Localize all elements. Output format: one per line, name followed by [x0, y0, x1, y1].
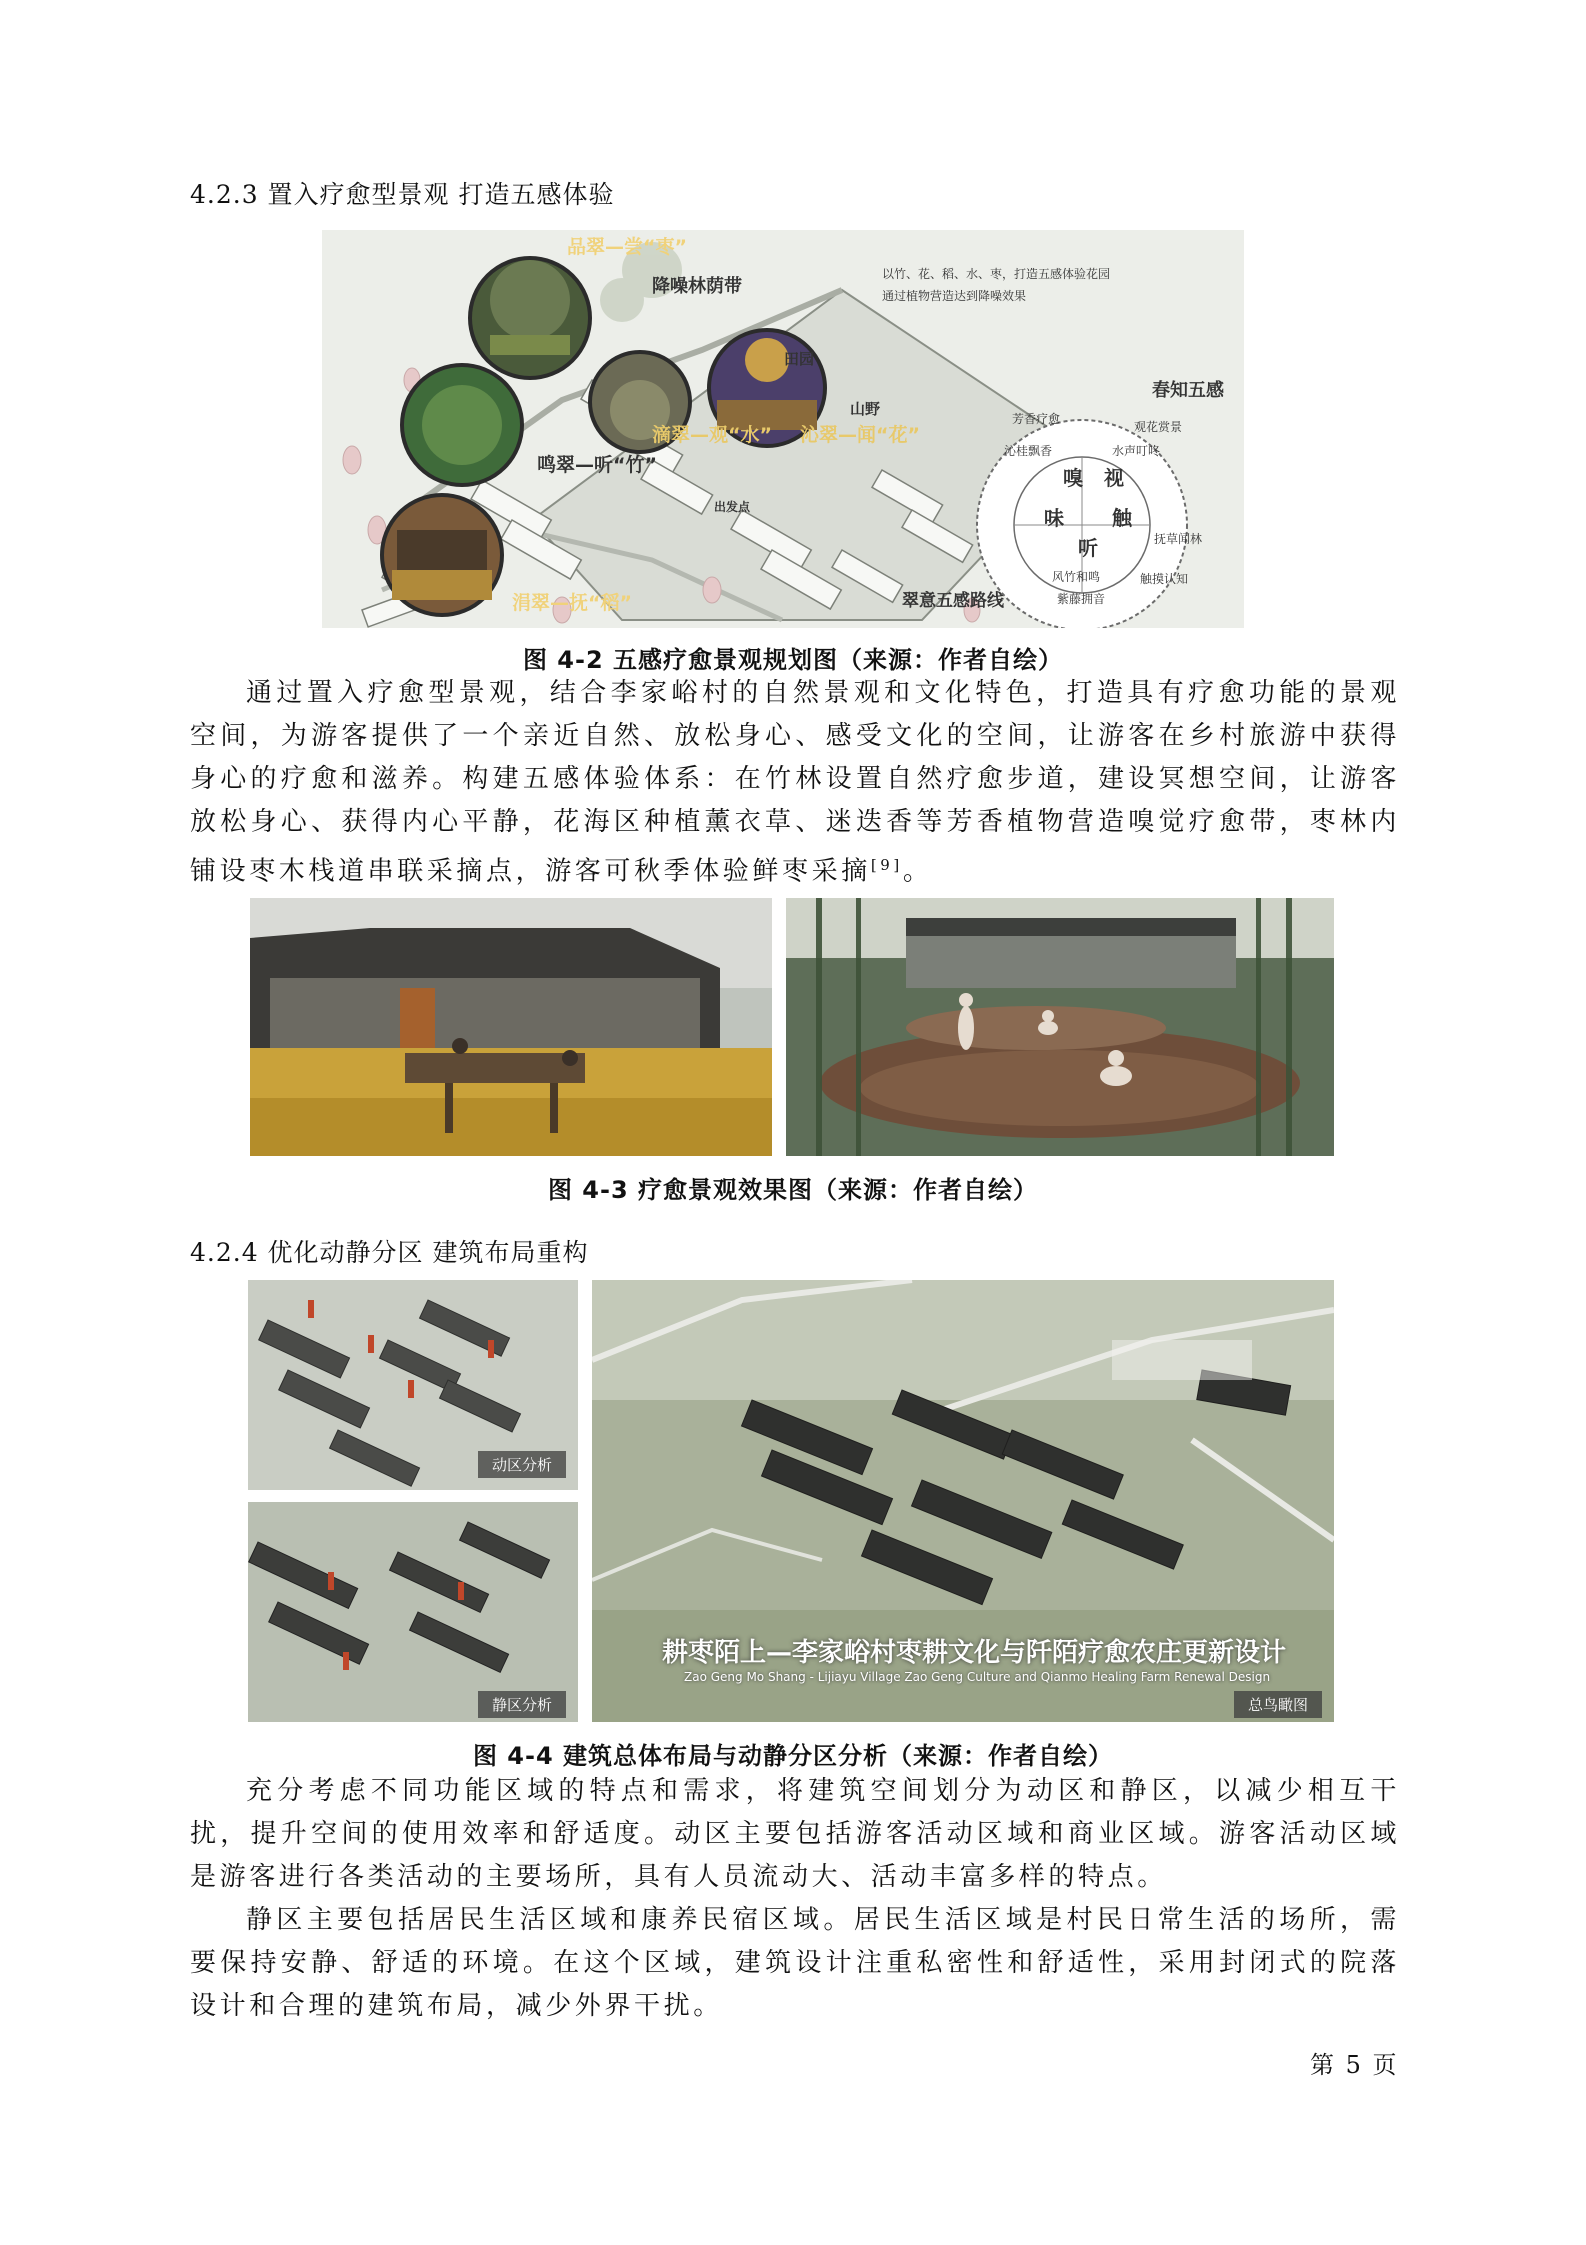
- tag-static: 静区分析: [478, 1691, 566, 1718]
- paragraph-2: [190, 1770, 1400, 1899]
- label-chufadian: 出发点: [714, 500, 751, 514]
- figure-4-3-caption: 图 4-3 疗愈景观效果图（来源：作者自绘）: [547, 1176, 1039, 1204]
- sense-touch: 触: [1112, 506, 1132, 530]
- aerial-title-en: Zao Geng Mo Shang - Lijiayu Village Zao Geng Culture and Qianmo Healing Farm Renewal Design: [684, 1670, 1271, 1684]
- sense-smell: 嗅: [1063, 466, 1083, 490]
- figure-4-4-aerial-panel: [592, 1280, 1334, 1722]
- tag-dynamic: 动区分析: [478, 1451, 566, 1478]
- label-pincui: 品翠—尝“枣”: [567, 236, 687, 258]
- label-jiangzao: 降噪林荫带: [652, 276, 742, 297]
- tag-aerial: 总鸟瞰图: [1234, 1691, 1322, 1718]
- figure-4-4-caption: 图 4-4 建筑总体布局与动静分区分析（来源：作者自绘）: [472, 1742, 1114, 1770]
- ring-label-4: 沁桂飘香: [1004, 444, 1053, 458]
- label-mingcui: 鸣翠—听“竹”: [537, 454, 657, 476]
- citation-ref: [9]: [870, 856, 903, 874]
- ring-label-7: 风竹和鸣: [1052, 570, 1101, 584]
- section-heading-4-2-3: 4.2.3 置入疗愈型景观 打造五感体验: [190, 180, 615, 209]
- label-note-1: 以竹、花、稻、水、枣，打造五感体验花园: [882, 267, 1111, 281]
- label-note-2: 通过植物营造达到降噪效果: [882, 289, 1027, 303]
- ring-label-1: 芳香疗愈: [1012, 412, 1061, 426]
- label-chunzhi: 春知五感: [1152, 380, 1224, 401]
- figure-4-3-left-image: [250, 898, 772, 1156]
- plan-drawing: [322, 230, 1244, 628]
- paragraph-3-text: 静区主要包括居民生活区域和康养民宿区域。居民生活区域是村民日常生活的场所，需要保持安静、舒适的环境。在这个区域，建筑设计注重私密性和舒适性，采用封闭式的院落设计和合理的建筑布局，减少外界干扰。: [190, 1905, 1400, 2021]
- label-dicui: 滴翠—观“水”: [652, 424, 772, 446]
- figure-4-2-caption: 图 4-2 五感疗愈景观规划图（来源：作者自绘）: [522, 646, 1064, 674]
- sense-hearing: 听: [1078, 536, 1098, 560]
- page-number: 第 5 页: [1310, 2051, 1399, 2079]
- label-juancui: 涓翠—抚“稻”: [512, 592, 632, 614]
- ring-label-5: 抚草闻林: [1154, 532, 1203, 546]
- paragraph-3: [190, 1899, 1400, 2028]
- aerial-title-cn: 耕枣陌上—李家峪村枣耕文化与阡陌疗愈农庄更新设计: [662, 1638, 1287, 1668]
- figure-4-4-static-panel: [248, 1502, 578, 1722]
- sense-sight: 视: [1104, 466, 1124, 490]
- figure-4-3-right-image: [786, 898, 1334, 1156]
- paragraph-1-text: 通过置入疗愈型景观，结合李家峪村的自然景观和文化特色，打造具有疗愈功能的景观空间，为游客提供了一个亲近自然、放松身心、感受文化的空间，让游客在乡村旅游中获得身心的疗愈和滋养。构建五感体验体系：在竹林设置自然疗愈步道，建设冥想空间，让游客放松身心、获得内心平静，花海区种植薰衣草、迷迭香等芳香植物营造嗅觉疗愈带，枣林内铺设枣木栈道串联采摘点，游客可秋季体验鲜枣采摘: [190, 678, 1400, 887]
- section-heading-4-2-4: 4.2.4 优化动静分区 建筑布局重构: [190, 1238, 589, 1267]
- ring-label-2: 观花赏景: [1134, 420, 1183, 434]
- paragraph-1: [190, 672, 1400, 894]
- label-xuncui: 沁翠—闻“花”: [800, 424, 920, 446]
- figure-4-4-dynamic-panel: [248, 1280, 578, 1490]
- sense-taste: 味: [1044, 506, 1064, 530]
- label-shanye: 山野: [850, 400, 881, 418]
- figure-4-2-image: [322, 230, 1244, 628]
- label-cuiyi: 翠意五感路线: [902, 591, 1004, 611]
- label-tianyuan: 田园: [784, 350, 815, 368]
- ring-label-3: 水声叮咚: [1112, 444, 1161, 458]
- ring-label-8: 紫藤拥音: [1057, 592, 1106, 606]
- paragraph-1-end: 。: [902, 856, 933, 887]
- ring-label-6: 触摸认知: [1140, 572, 1189, 586]
- paragraph-2-text: 充分考虑不同功能区域的特点和需求，将建筑空间划分为动区和静区，以减少相互干扰，提升空间的使用效率和舒适度。动区主要包括游客活动区域和商业区域。游客活动区域是游客进行各类活动的主要场所，具有人员流动大、活动丰富多样的特点。: [190, 1776, 1400, 1892]
